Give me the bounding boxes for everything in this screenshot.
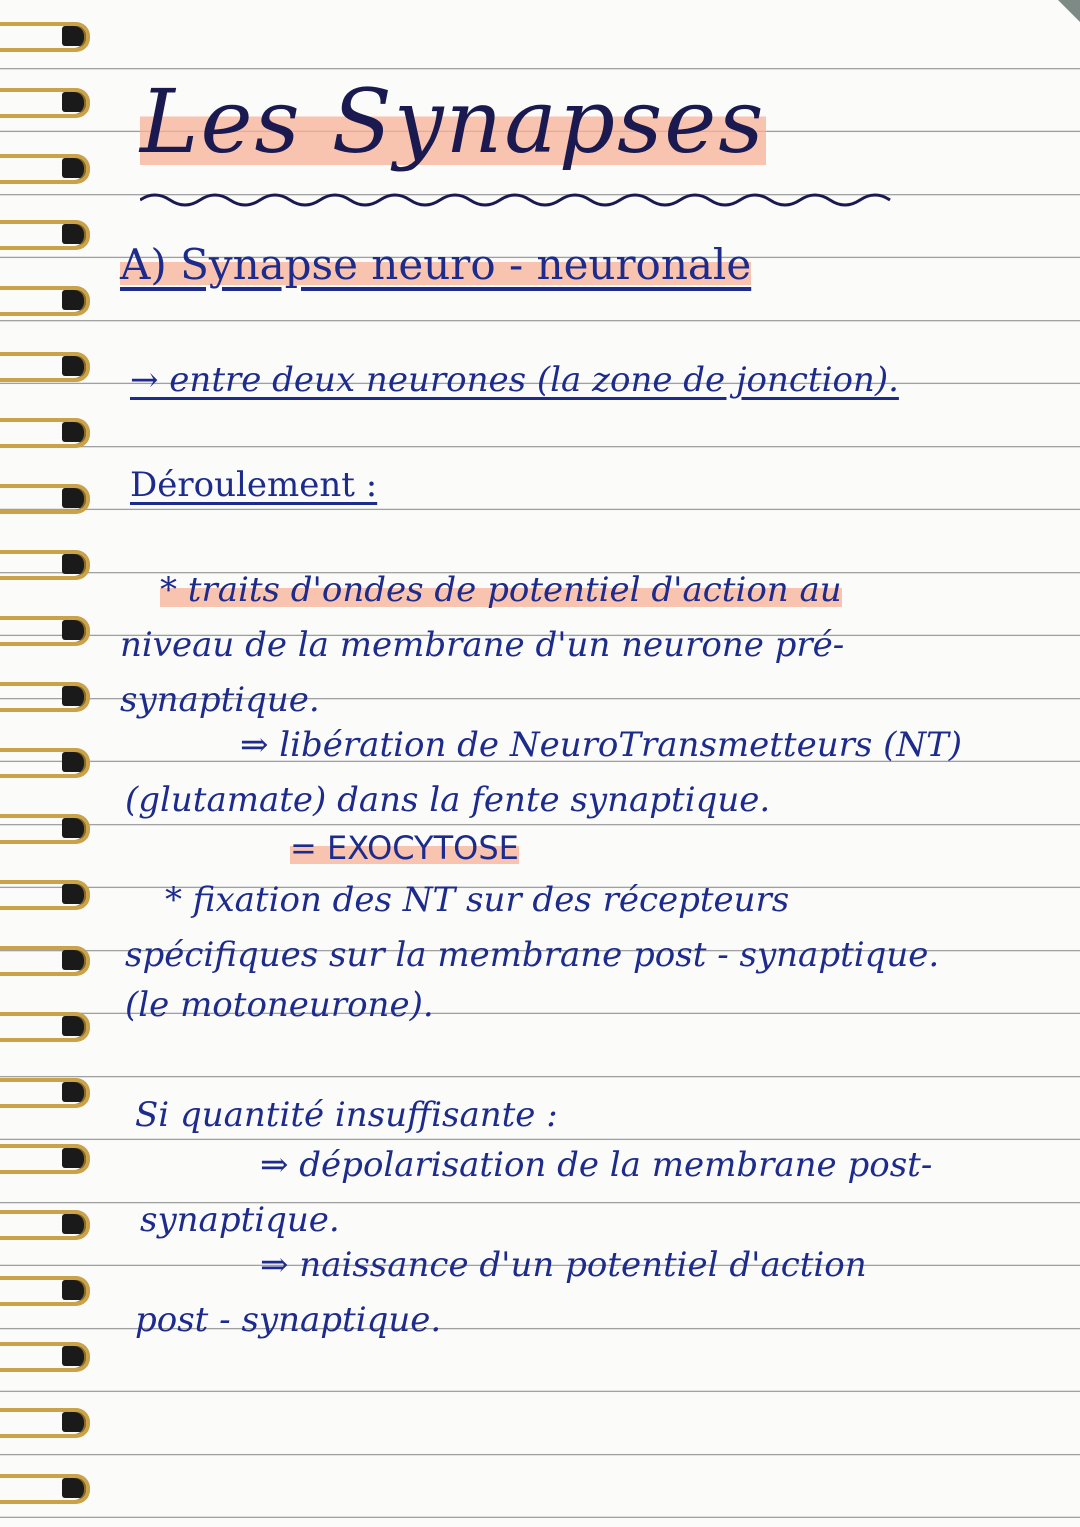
spiral-wire [0,814,90,844]
spiral-wire [0,550,90,580]
page-title [140,70,766,173]
spiral-wire [0,286,90,316]
spiral-ring [0,1010,100,1044]
spiral-ring [0,614,100,648]
spiral-wire [0,1012,90,1042]
spiral-ring [0,218,100,252]
line-6: ⇒ libération de NeuroTransmetteurs (NT) [240,725,963,765]
spiral-binding [0,0,110,1527]
line-8 [290,828,519,868]
spiral-ring [0,878,100,912]
spiral-wire [0,616,90,646]
spiral-wire [0,1078,90,1108]
line-12: Si quantité insuffisante : [135,1095,558,1135]
spiral-wire [0,946,90,976]
page-title-text: Les Synapses [140,70,766,173]
spiral-wire [0,1210,90,1240]
line-definition: → entre deux neurones (la zone de jonction). [130,360,899,400]
spiral-wire [0,682,90,712]
line-7: (glutamate) dans la fente synaptique. [125,780,771,820]
spiral-wire [0,154,90,184]
spiral-ring [0,86,100,120]
line-14: synaptique. [140,1200,340,1240]
spiral-ring [0,746,100,780]
spiral-wire [0,88,90,118]
line-5: synaptique. [120,680,320,720]
section-heading [120,240,751,289]
spiral-ring [0,1340,100,1374]
spiral-wire [0,220,90,250]
line-16: post - synaptique. [135,1300,442,1340]
line-10: spécifiques sur la membrane post - synaptique. [125,935,940,975]
spiral-ring [0,1142,100,1176]
spiral-ring [0,350,100,384]
exocytose-label: = EXOCYTOSE [290,829,519,867]
spiral-wire [0,1474,90,1504]
spiral-ring [0,416,100,450]
spiral-ring [0,1274,100,1308]
spiral-wire [0,1276,90,1306]
spiral-wire [0,22,90,52]
spiral-wire [0,880,90,910]
title-wave-underline [140,185,920,215]
spiral-ring [0,812,100,846]
spiral-ring [0,152,100,186]
line-3-text: * traits d'ondes de potentiel d'action au [160,570,842,610]
line-15: ⇒ naissance d'un potentiel d'action [260,1245,867,1285]
spiral-ring [0,1076,100,1110]
spiral-ring [0,20,100,54]
spiral-ring [0,284,100,318]
spiral-wire [0,484,90,514]
section-heading-text: A) Synapse neuro - neuronale [120,240,752,289]
line-13: ⇒ dépolarisation de la membrane post- [260,1145,933,1185]
spiral-ring [0,482,100,516]
spiral-ring [0,1208,100,1242]
subheading-deroulement: Déroulement : [130,465,378,505]
line-9: * fixation des NT sur des récepteurs [165,880,790,920]
spiral-wire [0,418,90,448]
spiral-ring [0,548,100,582]
spiral-ring [0,1472,100,1506]
spiral-wire [0,748,90,778]
spiral-ring [0,1406,100,1440]
spiral-wire [0,1408,90,1438]
spiral-wire [0,1342,90,1372]
spiral-wire [0,352,90,382]
spiral-ring [0,944,100,978]
line-11: (le motoneurone). [125,985,434,1025]
page-corner [1058,0,1080,22]
spiral-ring [0,680,100,714]
spiral-wire [0,1144,90,1174]
line-4: niveau de la membrane d'un neurone pré- [120,625,845,665]
line-3 [160,570,842,610]
